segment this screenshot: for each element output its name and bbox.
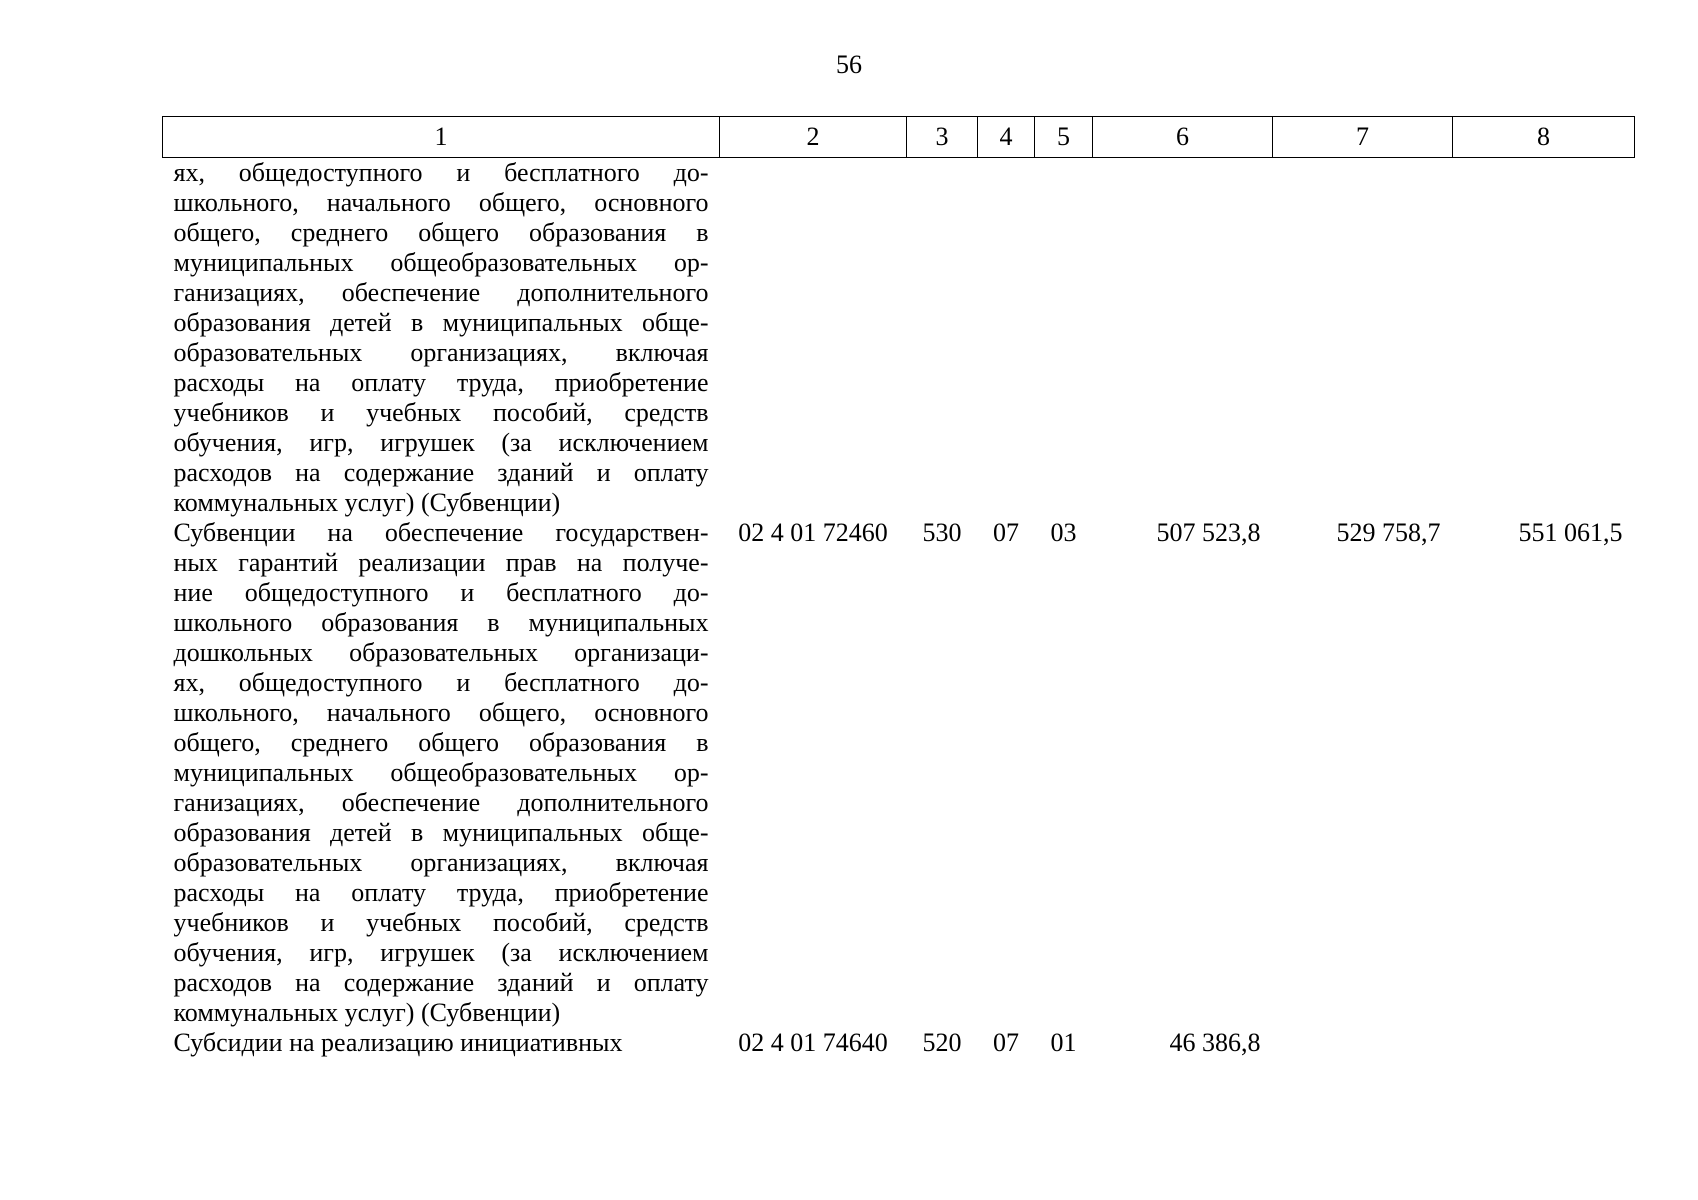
row-expense-type: 520 — [922, 1028, 962, 1057]
header-col-1: 1 — [163, 117, 720, 158]
description-line: школьного, начального общего, основного — [173, 698, 709, 727]
description-line: школьного образования в муниципальных — [173, 608, 709, 637]
description-line: муниципальных общеобразовательных ор- — [173, 758, 709, 787]
description-line: учебников и учебных пособий, средств — [173, 908, 709, 937]
header-col-6: 6 — [1093, 117, 1273, 158]
description-line: обучения, игр, игрушек (за исключением — [173, 938, 709, 967]
description-line: ние общедоступного и бесплатного до- — [173, 578, 709, 607]
description-line: коммунальных услуг) (Субвенции) — [173, 998, 561, 1027]
row-subsection: 03 — [1050, 518, 1077, 547]
description-line: муниципальных общеобразовательных ор- — [173, 248, 709, 277]
description-line: расходов на содержание зданий и оплату — [173, 968, 709, 997]
description-line: расходы на оплату труда, приобретение — [173, 878, 709, 907]
table-row — [163, 158, 1635, 519]
row-amount-year-1: 507 523,8 — [1156, 518, 1261, 547]
header-col-4: 4 — [978, 117, 1035, 158]
row-description — [163, 518, 720, 1028]
description-line: дошкольных образовательных организаци- — [173, 638, 709, 667]
row-amount-year-3: 551 061,5 — [1518, 518, 1623, 547]
description-line: расходов на содержание зданий и оплату — [173, 458, 709, 487]
description-line: ях, общедоступного и бесплатного до- — [173, 158, 709, 187]
description-line: учебников и учебных пособий, средств — [173, 398, 709, 427]
row-expense-type — [907, 158, 978, 519]
description-line: образовательных организациях, включая — [173, 848, 709, 877]
row-amount-year-1: 46 386,8 — [1169, 1028, 1261, 1057]
row-description — [163, 1028, 720, 1058]
table-body — [163, 158, 1635, 1059]
row-section: 07 — [993, 518, 1019, 547]
description-line: Субвенции на обеспечение государствен- — [173, 518, 709, 547]
row-amount-year-3 — [1453, 158, 1635, 519]
header-col-7: 7 — [1273, 117, 1453, 158]
description-line: общего, среднего общего образования в — [173, 218, 709, 247]
description-line: Субсидии на реализацию инициативных — [173, 1028, 623, 1057]
description-line: общего, среднего общего образования в — [173, 728, 709, 757]
description-line: коммунальных услуг) (Субвенции) — [173, 488, 561, 517]
row-subsection: 01 — [1050, 1028, 1077, 1057]
table-header-row — [163, 117, 1635, 158]
table-row — [163, 518, 1635, 1028]
row-amount-year-1 — [1093, 158, 1273, 519]
description-line: ных гарантий реализации прав на получе- — [173, 548, 709, 577]
description-line: школьного, начального общего, основного — [173, 188, 709, 217]
header-col-5: 5 — [1035, 117, 1093, 158]
row-section — [978, 158, 1035, 519]
row-amount-year-3 — [1453, 1028, 1635, 1058]
header-col-2: 2 — [720, 117, 907, 158]
row-subsection — [1035, 158, 1093, 519]
row-description — [163, 158, 720, 519]
description-line: ганизациях, обеспечение дополнительного — [173, 788, 709, 817]
row-target-code — [720, 158, 907, 519]
row-target-code: 02 4 01 74640 — [738, 1028, 888, 1057]
table-row — [163, 1028, 1635, 1058]
row-amount-year-2: 529 758,7 — [1336, 518, 1441, 547]
description-line: расходы на оплату труда, приобретение — [173, 368, 709, 397]
row-amount-year-2 — [1273, 158, 1453, 519]
description-line: обучения, игр, игрушек (за исключением — [173, 428, 709, 457]
description-line: образовательных организациях, включая — [173, 338, 709, 367]
page-number: 56 — [836, 50, 862, 79]
budget-table — [162, 116, 1635, 1058]
row-target-code: 02 4 01 72460 — [738, 518, 888, 547]
header-col-3: 3 — [907, 117, 978, 158]
row-expense-type: 530 — [922, 518, 962, 547]
description-line: образования детей в муниципальных обще- — [173, 818, 709, 847]
row-section: 07 — [993, 1028, 1019, 1057]
description-line: образования детей в муниципальных обще- — [173, 308, 709, 337]
description-line: ях, общедоступного и бесплатного до- — [173, 668, 709, 697]
description-line: ганизациях, обеспечение дополнительного — [173, 278, 709, 307]
header-col-8: 8 — [1453, 117, 1635, 158]
row-amount-year-2 — [1273, 1028, 1453, 1058]
